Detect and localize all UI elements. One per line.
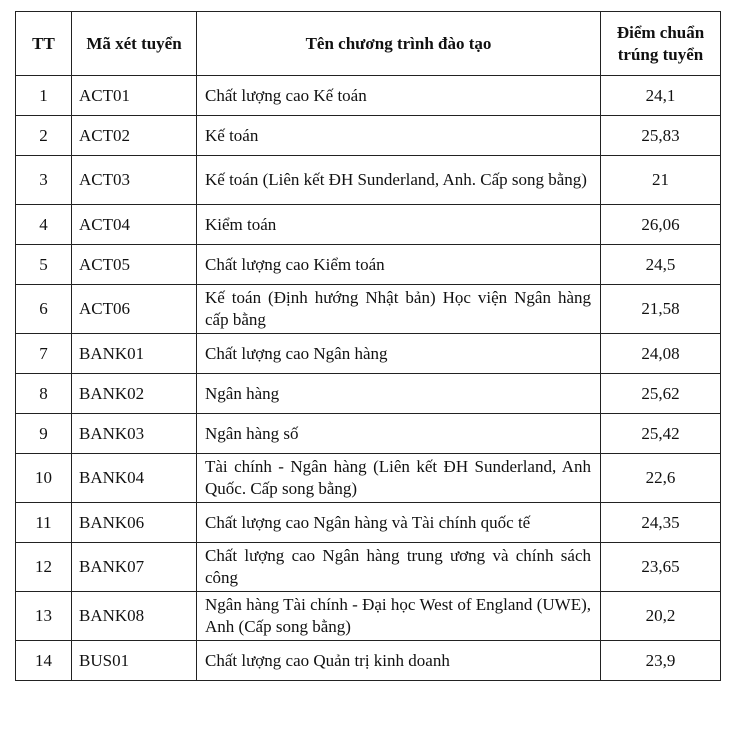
table-row [16,156,721,205]
table-row [16,641,721,681]
row-number: 7 [16,334,72,374]
table-row [16,374,721,414]
program-name: Kế toán [197,116,601,156]
header-row [16,12,721,76]
header-admission-code: Mã xét tuyển [72,12,197,76]
admission-code: ACT01 [72,76,197,116]
cutoff-score: 24,35 [601,503,721,543]
program-name: Chất lượng cao Ngân hàng [197,334,601,374]
program-name: Chất lượng cao Kế toán [197,76,601,116]
admission-code: BANK08 [72,592,197,641]
admission-code: BANK02 [72,374,197,414]
program-name: Chất lượng cao Kiểm toán [197,245,601,285]
table-row [16,592,721,641]
table-row [16,116,721,156]
row-number: 2 [16,116,72,156]
table-row [16,285,721,334]
program-name: Chất lượng cao Ngân hàng trung ương và chính sách công [197,543,601,592]
table-row [16,414,721,454]
program-name: Ngân hàng số [197,414,601,454]
program-name: Ngân hàng Tài chính - Đại học West of England (UWE), Anh (Cấp song bằng) [197,592,601,641]
row-number: 10 [16,454,72,503]
cutoff-score: 22,6 [601,454,721,503]
cutoff-score: 24,08 [601,334,721,374]
admission-table-container [15,11,721,681]
program-name: Kế toán (Liên kết ĐH Sunderland, Anh. Cấp song bằng) [197,156,601,205]
cutoff-score: 23,65 [601,543,721,592]
cutoff-score: 26,06 [601,205,721,245]
program-name: Ngân hàng [197,374,601,414]
program-name: Kế toán (Định hướng Nhật bản) Học viện Ngân hàng cấp bằng [197,285,601,334]
row-number: 3 [16,156,72,205]
admission-code: ACT04 [72,205,197,245]
row-number: 13 [16,592,72,641]
admission-code: BANK03 [72,414,197,454]
table-row [16,245,721,285]
row-number: 8 [16,374,72,414]
row-number: 14 [16,641,72,681]
header-tt: TT [16,12,72,76]
admission-code: ACT02 [72,116,197,156]
table-row [16,454,721,503]
cutoff-score: 24,1 [601,76,721,116]
program-name: Chất lượng cao Quản trị kinh doanh [197,641,601,681]
admission-code: ACT05 [72,245,197,285]
table-row [16,334,721,374]
row-number: 12 [16,543,72,592]
program-name: Chất lượng cao Ngân hàng và Tài chính quốc tế [197,503,601,543]
admission-code: BANK07 [72,543,197,592]
admission-code: BANK04 [72,454,197,503]
table-body [16,76,721,681]
admission-code: BANK06 [72,503,197,543]
cutoff-score: 25,83 [601,116,721,156]
program-name: Kiểm toán [197,205,601,245]
cutoff-score: 20,2 [601,592,721,641]
program-name: Tài chính - Ngân hàng (Liên kết ĐH Sunderland, Anh Quốc. Cấp song bằng) [197,454,601,503]
row-number: 9 [16,414,72,454]
row-number: 4 [16,205,72,245]
admission-code: ACT03 [72,156,197,205]
cutoff-score: 21,58 [601,285,721,334]
row-number: 1 [16,76,72,116]
table-row [16,205,721,245]
cutoff-score: 24,5 [601,245,721,285]
table-row [16,503,721,543]
admission-code: BANK01 [72,334,197,374]
table-row [16,76,721,116]
cutoff-score: 21 [601,156,721,205]
table-row [16,543,721,592]
header-cutoff-score: Điểm chuẩn trúng tuyển [601,12,721,76]
cutoff-score: 25,42 [601,414,721,454]
cutoff-score: 23,9 [601,641,721,681]
header-program-name: Tên chương trình đào tạo [197,12,601,76]
row-number: 11 [16,503,72,543]
row-number: 6 [16,285,72,334]
row-number: 5 [16,245,72,285]
cutoff-score: 25,62 [601,374,721,414]
admission-score-table [15,11,721,681]
admission-code: ACT06 [72,285,197,334]
admission-code: BUS01 [72,641,197,681]
